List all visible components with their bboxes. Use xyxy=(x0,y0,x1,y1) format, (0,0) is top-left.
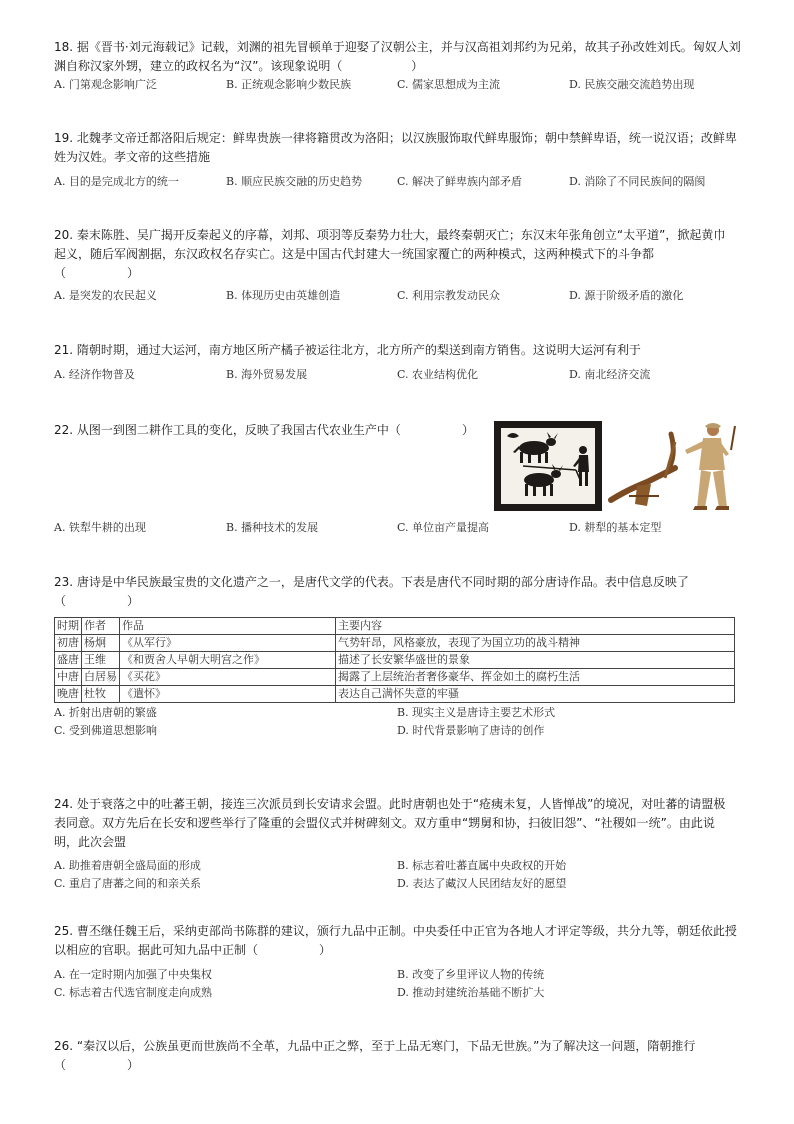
question-20 xyxy=(54,226,744,305)
cell-author: 白居易 xyxy=(82,669,120,686)
question-21 xyxy=(54,341,744,384)
q20-option-b[interactable]: B. 体现历史由英雄创造 xyxy=(226,289,341,302)
table-row xyxy=(55,686,735,703)
cell-work: 《和贾舍人早朝大明宫之作》 xyxy=(120,652,336,669)
q23-options-row2 xyxy=(54,722,744,740)
q26-stem-line2 xyxy=(54,1056,744,1075)
cell-content: 表达自己满怀失意的牢骚 xyxy=(336,686,735,703)
q23-option-c[interactable]: C. 受到佛道思想影响 xyxy=(54,724,158,737)
q20-option-d[interactable]: D. 源于阶级矛盾的激化 xyxy=(569,289,684,302)
cell-content: 气势轩昂，风格豪放，表现了为国立功的战斗精神 xyxy=(336,635,735,652)
q18-option-b[interactable]: B. 正统观念影响少数民族 xyxy=(226,78,352,91)
q22-options xyxy=(54,519,744,537)
q23-stem-line2 xyxy=(54,592,744,611)
q20-option-a[interactable]: A. 是突发的农民起义 xyxy=(54,289,157,302)
cell-work: 《从军行》 xyxy=(120,635,336,652)
cell-period: 初唐 xyxy=(55,635,82,652)
q18-stem-text: 渊自称汉家外甥，建立的政权名为“汉”。该现象说明（ xyxy=(54,59,343,73)
question-19 xyxy=(54,129,744,191)
q20-stem-line3 xyxy=(54,264,744,283)
q19-option-a[interactable]: A. 目的是完成北方的统一 xyxy=(54,175,179,188)
q26-paren-close: ） xyxy=(127,1058,140,1072)
cell-author: 杨炯 xyxy=(82,635,120,652)
q23-option-a[interactable]: A. 折射出唐朝的繁盛 xyxy=(54,706,157,719)
q20-options xyxy=(54,287,744,305)
cell-period: 中唐 xyxy=(55,669,82,686)
q23-options-row1 xyxy=(54,704,744,722)
q19-stem-line2: 姓为汉姓。孝文帝的这些措施 xyxy=(54,150,211,164)
q20-option-c[interactable]: C. 利用宗教发动民众 xyxy=(397,289,501,302)
q25-options-row2 xyxy=(54,984,744,1002)
q24-option-d[interactable]: D. 表达了藏汉人民团结友好的愿望 xyxy=(397,877,567,890)
q18-option-a[interactable]: A. 门第观念影响广泛 xyxy=(54,78,157,91)
header-content: 主要内容 xyxy=(336,618,735,635)
cell-author: 杜牧 xyxy=(82,686,120,703)
q20-paren-open: （ xyxy=(54,266,67,280)
q18-options xyxy=(54,76,744,94)
q18-option-d[interactable]: D. 民族交融交流趋势出现 xyxy=(569,78,695,91)
q21-option-d[interactable]: D. 南北经济交流 xyxy=(569,368,651,381)
q22-option-a[interactable]: A. 铁犁牛耕的出现 xyxy=(54,521,146,534)
q21-option-b[interactable]: B. 海外贸易发展 xyxy=(226,368,308,381)
q23-stem-line1: 23. 唐诗是中华民族最宝贵的文化遗产之一，是唐代文学的代表。下表是唐代不同时期的部分唐诗作品。表中信息反映了 xyxy=(54,575,689,589)
q26-paren-open: （ xyxy=(54,1058,67,1072)
q25-option-a[interactable]: A. 在一定时期内加强了中央集权 xyxy=(54,968,212,981)
question-24 xyxy=(54,795,744,893)
q24-option-b[interactable]: B. 标志着吐蕃直属中央政权的开始 xyxy=(397,859,567,872)
q24-stem-line2: 表同意。双方先后在长安和逻些举行了隆重的会盟仪式并树碑刻文。双方重申“甥舅和协，扫彼旧怨”、“社稷如一统”。由此说 xyxy=(54,816,715,830)
question-18 xyxy=(54,38,744,94)
cell-period: 盛唐 xyxy=(55,652,82,669)
q21-stem-line1: 21. 隋朝时期，通过大运河，南方地区所产橘子被运往北方，北方所产的梨送到南方销售。这说明大运河有利于 xyxy=(54,343,641,357)
ox-plough-drawing xyxy=(501,428,595,504)
q18-stem-line1: 18. 据《晋书·刘元海载记》记载，刘渊的祖先冒顿单于迎娶了汉朝公主，并与汉高祖刘邦约为兄弟，故其子孙改姓刘氏。匈奴人刘 xyxy=(54,40,741,54)
q22-option-b[interactable]: B. 播种技术的发展 xyxy=(226,521,319,534)
table-row xyxy=(55,635,735,652)
q20-paren-close: ） xyxy=(127,266,140,280)
q26-stem-line1: 26. “秦汉以后，公族虽更而世族尚不全革，九品中正之弊，至于上品无寒门，下品无世族。”为了解决这一问题，隋朝推行 xyxy=(54,1039,696,1053)
q22-option-d[interactable]: D. 耕犁的基本定型 xyxy=(569,521,662,534)
header-period: 时期 xyxy=(55,618,82,635)
q20-stem-line2: 起义，随后军阀割据，东汉政权名存实亡。这是中国古代封建大一统国家覆亡的两种模式，这两种模式下的斗争都 xyxy=(54,247,655,261)
q24-stem-line3: 明，此次会盟 xyxy=(54,835,127,849)
q22-paren-close: ） xyxy=(461,423,474,437)
header-author: 作者 xyxy=(82,618,120,635)
q19-option-b[interactable]: B. 顺应民族交融的历史趋势 xyxy=(226,175,363,188)
q24-options-row2 xyxy=(54,875,744,893)
q22-stem-text: 22. 从图一到图二耕作工具的变化，反映了我国古代农业生产中（ xyxy=(54,423,401,437)
q18-paren-close: ） xyxy=(411,59,424,73)
q25-option-c[interactable]: C. 标志着古代选官制度走向成熟 xyxy=(54,986,213,999)
q23-paren-open: （ xyxy=(54,594,67,608)
q20-stem-line1: 20. 秦末陈胜、吴广揭开反秦起义的序幕，刘邦、项羽等反秦势力壮大，最终秦朝灭亡；东汉末年张角创立“太平道”，掀起黄巾 xyxy=(54,228,726,242)
table-row xyxy=(55,669,735,686)
figure-one-ox-plough-image xyxy=(494,421,602,511)
q24-option-c[interactable]: C. 重启了唐蕃之间的和亲关系 xyxy=(54,877,202,890)
q19-options xyxy=(54,173,744,191)
q22-option-c[interactable]: C. 单位亩产量提高 xyxy=(397,521,490,534)
q23-paren-close: ） xyxy=(127,594,140,608)
cell-content: 揭露了上层统治者奢侈豪华、挥金如土的腐朽生活 xyxy=(336,669,735,686)
cell-work: 《买花》 xyxy=(120,669,336,686)
q23-option-d[interactable]: D. 时代背景影响了唐诗的创作 xyxy=(397,724,545,737)
cell-work: 《遣怀》 xyxy=(120,686,336,703)
q22-options-block xyxy=(54,519,744,537)
q18-option-c[interactable]: C. 儒家思想成为主流 xyxy=(397,78,501,91)
question-23 xyxy=(54,573,744,740)
q25-stem-line1: 25. 曹丕继任魏王后，采纳吏部尚书陈群的建议，颁行九品中正制。中央委任中正官为各地人才评定等级，共分九等，朝廷依此授 xyxy=(54,924,737,938)
q25-stem-line2 xyxy=(54,941,744,960)
q24-options-row1 xyxy=(54,857,744,875)
header-work: 作品 xyxy=(120,618,336,635)
q21-option-c[interactable]: C. 农业结构优化 xyxy=(397,368,479,381)
q25-option-b[interactable]: B. 改变了乡里评议人物的传统 xyxy=(397,968,545,981)
question-26 xyxy=(54,1037,744,1075)
q25-options-row1 xyxy=(54,966,744,984)
q19-stem-line1: 19. 北魏孝文帝迁都洛阳后规定：鲜卑贵族一律将籍贯改为洛阳；以汉族服饰取代鲜卑服饰；朝中禁鲜卑语，统一说汉语；改鲜卑 xyxy=(54,131,737,145)
q18-stem-line2 xyxy=(54,57,744,76)
q24-option-a[interactable]: A. 助推着唐朝全盛局面的形成 xyxy=(54,859,201,872)
q21-option-a[interactable]: A. 经济作物普及 xyxy=(54,368,135,381)
q19-option-c[interactable]: C. 解决了鲜卑族内部矛盾 xyxy=(397,175,523,188)
cell-author: 王维 xyxy=(82,652,120,669)
question-25 xyxy=(54,922,744,1002)
q25-paren-close: ） xyxy=(319,943,332,957)
q24-stem-line1: 24. 处于衰落之中的吐蕃王朝，接连三次派员到长安请求会盟。此时唐朝也处于“疮痍未复，人皆惮战”的境况，对吐蕃的请盟极 xyxy=(54,797,726,811)
table-header-row xyxy=(55,618,735,635)
figure-two-curved-plough-image xyxy=(607,420,737,512)
q21-options xyxy=(54,366,744,384)
cell-content: 描述了长安繁华盛世的景象 xyxy=(336,652,735,669)
q23-option-b[interactable]: B. 现实主义是唐诗主要艺术形式 xyxy=(397,706,556,719)
q25-stem-text: 以相应的官职。据此可知九品中正制（ xyxy=(54,943,259,957)
table-row xyxy=(55,652,735,669)
q25-option-d[interactable]: D. 推动封建统治基础不断扩大 xyxy=(397,986,545,999)
q19-option-d[interactable]: D. 消除了不同民族间的隔阂 xyxy=(569,175,706,188)
cell-period: 晚唐 xyxy=(55,686,82,703)
tang-poems-table xyxy=(54,617,735,703)
